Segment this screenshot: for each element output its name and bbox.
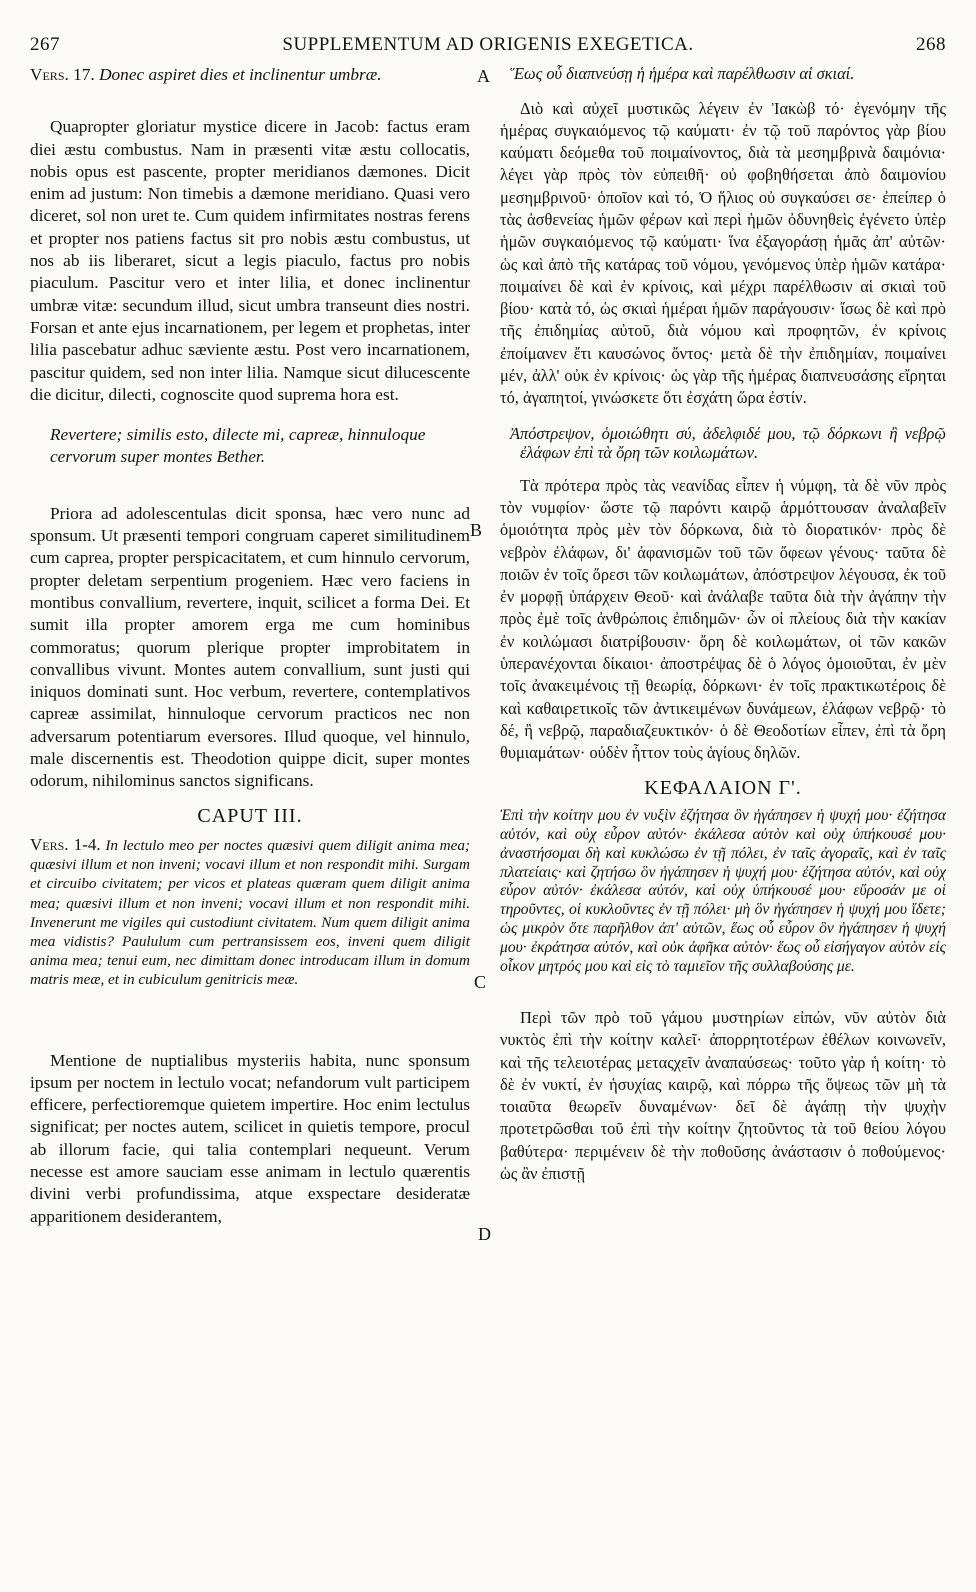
verse-label: Vers. 1-4. (30, 834, 101, 854)
page-header (30, 34, 946, 60)
greek-verse-17: Ἕως οὗ διαπνεύσῃ ἡ ἡμέρα καὶ παρέλθωσιν αἱ σκιαί. (510, 64, 855, 83)
greek-apostrephon: Ἀπόστρεψον, ὁμοιώθητι σύ, ἀδελφιδέ μου, τῷ δόρκωνι ἢ νεβρῷ ἐλάφων ἐπὶ τὰ ὄρη τῶν κοιλωμάτων. (510, 423, 946, 463)
latin-paragraph-2: Priora ad adolescentulas dicit sponsa, hæc vero nunc ad sponsum. Ut præsenti tempori congruam caperet similitudinem cum caprea, propter perspicacitatem, et cum hinnulo cervorum, propter deletam serpentium progeniem. Hæc vero faciens in montibus convallium, revertere, inquit, scilicet a forma Dei. Et sumit illa propter amorem erga me cum hominibus commoratus; quorum plerique propter improbitatem in convallibus vivunt. Montes autem convallium, sunt justi qui iniquos dominati sunt. Hoc verbum, revertere, contemplativos capreæ assimilat, hinnuloque cervorum practicos nec non adversarum potentiarum eversores. Illud quoque, vel hinnulo, male discernentis est. Theodotion quippe dicit, super montes odorum, nihilominus sanctos significans. (30, 503, 470, 791)
latin-verse-1-4 (30, 835, 470, 990)
latin-column (30, 64, 470, 1228)
section-marker-a: A (477, 66, 490, 86)
page-number-right: 268 (916, 34, 946, 55)
latin-verse-17 (30, 64, 470, 86)
greek-paragraph-3: Περὶ τῶν πρὸ τοῦ γάμου μυστηρίων εἰπών, νῦν αὐτὸν διὰ νυκτὸς ἐπὶ τὴν κοίτην καλεῖ· ἀπορρητοτέρων ἐθέλων κοινωνεῖν, καὶ τῆς τελειοτέρας μεταςχεῖν ἀναπαύσεως· τοῦτο γὰρ ἡ κοίτη· τὸ δὲ ἐν νυκτί, ἐν ἡσυχίας καιρῷ, καὶ πόρρω τῆς ὄψεως τῶν μὴ τὰ τοιαῦτα θεωρεῖν δυναμένων· δεῖ δὲ ἀγάπῃ τὴν ψυχὴν προτετρῶσθαι τοῦ ἐπὶ τὴν κοίτην ζητοῦντος τὰ τοῦ θείου λόγου βαθύτερα· περιμένειν δὲ τὴν ποθοῦσης ἀνάστασιν ὁ ποθούμενος· ὡς ἂν ἐπιστῇ (500, 1007, 946, 1184)
section-marker-d: D (478, 1224, 491, 1244)
latin-revertere: Revertere; similis esto, dilecte mi, capreæ, hinnuloque cervorum super montes Bether. (50, 425, 426, 467)
greek-paragraph-2: Τὰ πρότερα πρὸς τὰς νεανίδας εἶπεν ἡ νύμφη, τὰ δὲ νῦν πρὸς τὸν νυμφίον· ὥστε τῷ παρόντι καιρῷ ἁρμόττουσαν ἀναλαβεῖν ὁμοιότητα πρὸς μὲν τὸν δόρκωνα, διὰ τὸ διορατικόν· πρὸς δὲ νεβρὸν ἐλάφων, δι' ἀφανισμῶν τοῦ τῶν ὄφεων γένους· ταῦτα δὲ ποιῶν ἐν τοῖς ὄρεσι τῶν κοιλωμάτων, ἀπόστρεψον λέγουσα, ἐκ τοῦ ἐν μορφῇ ὑπάρχειν Θεοῦ· καὶ ἀνάλαβε ταῦτα διὰ τὴν ἀγάπην τὴν πρὸς ἐμὲ τοῖς ἀνθρώποις ἐπιδημῶν· ὧν οἱ πλείους διὰ τὴν κακίαν ἐν κοιλώμασι διατρίβουσιν· ὄρη δὲ κοιλωμάτων, οἱ τῶν κακῶν ὑπερανέχονται δίκαιοι· ἀποστρέψας δὲ ὁ λόγος ὁμοιοῦται, ἐν μὲν τοῖς ἀνακειμένοις τῇ θεωρίᾳ, δόρκωνι· ἐν τοῖς πρακτικωτέροις δὲ καὶ καθαιρετικοῖς τῶν ἀντικειμένων δυνάμεων, ἐλάφων νεβρῷ· τὸ δέ, ἢ νεβρῷ, παραδιαζευκτικόν· ὁ δὲ Θεοδοτίων εἶπεν, ἐπὶ τὰ ὄρη θυμιαμάτων· οὐδὲν ἧττον τοὺς ἁγίους δηλῶν. (500, 475, 946, 763)
section-marker-b: B (470, 520, 483, 540)
section-marker-c: C (474, 972, 487, 992)
running-title: SUPPLEMENTUM AD ORIGENIS EXEGETICA. (282, 34, 694, 55)
greek-verse-1-4: Ἐπὶ τὴν κοίτην μου ἐν νυξὶν ἐζήτησα ὃν ἠγάπησεν ἡ ψυχή μου· ἐζήτησα αὐτόν, καὶ οὐχ εὗρον αὐτόν· ἐκάλεσα αὐτὸν καὶ οὐχ ὑπήκουσέ μου· ἀναστήσομαι δὴ καὶ κυκλώσω ἐν τῇ πόλει, ἐν ταῖς ἀγοραῖς, καὶ ἐν ταῖς πλατείαις· καὶ ζητήσω ὃν ἠγάπησεν ἡ ψυχή μου· ἐζήτησα αὐτόν, καὶ οὐχ εὗρον αὐτόν· ἐκάλεσα αὐτόν, καὶ οὐχ ὑπήκουσέ μου· εὕροσάν με οἱ τηροῦντες, οἱ κυκλοῦντες ἐν τῇ πόλει· μὴ ὃν ἠγάπησεν ἡ ψυχή μου ἴδετε; ὡς μικρὸν ὅτε παρῆλθον ἀπ' αὐτῶν, ἕως οὗ εὗρον ὃν ἠγάπησεν ἡ ψυχή μου· ἐκράτησα αὐτόν, καὶ οὐκ ἀφῆκα αὐτὸν· ἕως οὗ εἰσήγαγον αὐτὸν εἰς οἶκον μητρός μου καὶ εἰς τὸ ταμιεῖον τῆς συλλαβούσης με. (500, 806, 946, 976)
greek-chapter-heading: ΚΕΦΑΛΑΙΟΝ Γ'. (644, 776, 802, 799)
latin-paragraph-3: Mentione de nuptialibus mysteriis habita, nunc sponsum ipsum per noctem in lectulo vocat; nefandorum vult participem efficere, perfectioremque quietem impertire. Hoc enim lectulus significat; per noctes autem, scilicet in quietis tempore, procul ab illorum facie, qui talia contemplari nequeunt. Verum necesse est amore sauciam esse animam in lectulo quærentis divini verbi profundissima, atque exspectare desideratæ apparitionem desiderantem, (30, 1050, 470, 1226)
latin-chapter-heading: CAPUT III. (197, 804, 303, 827)
latin-paragraph-1: Quapropter gloriatur mystice dicere in Jacob: factus eram diei æstu combustus. Nam in præsenti vitæ æstu collocatis, nobis opus est pascente, propter meridianos dæmones. Dicit enim ad justum: Non timebis a dæmone meridiano. Quasi vero diceret, sol non uret te. Cum quidem infirmitates nostras ferens et propter nos patiens factus sit pro nobis æstu combustus, ut nos ab iis liberaret, sicut a legis piaculo, factus pro nobis piaculum. Pascitur vero et inter lilia, et donec inclinentur umbræ vitæ: secundum illud, sicut umbra transeunt dies nostri. Forsan et ante ejus incarnationem, per legem et prophetas, inter lilia pascebatur adhuc sæviente æstu. Post vero incarnationem, pascitur quidem, sed non inter lilia. Namque sicut dilucescente die dicitur, dilecti, cognoscite quod suprema hora est. (30, 117, 470, 404)
verse-text: Donec aspiret dies et inclinentur umbræ. (99, 65, 382, 84)
greek-paragraph-1: Διὸ καὶ αὐχεῖ μυστικῶς λέγειν ἐν Ἰακὼβ τό· ἐγενόμην τῆς ἡμέρας συγκαιόμενος τῷ καύματι· ἐν τῷ τοῦ παρόντος γὰρ βίου καύματι δεόμεθα τοῦ ποιμαίνοντος, διὰ τὰ μεσημβρινὰ δαιμόνια· λέγει γὰρ πρὸς τὸν εὐπειθῆ· οὐ φοβηθήσεται ἀπὸ δαιμονίου μεσημβρινοῦ· ὁποῖον καὶ τό, Ὁ ἥλιος οὐ συγκαύσει σε· ἐπείπερ ὁ τὰς ἀσθενείας ἡμῶν φέρων καὶ περὶ ἡμῶν ὀδυνηθεὶς ἐγένετο ὑπὲρ ἡμῶν συγκαιόμενος τῷ καύματι· ἵνα ἐξαγοράσῃ ἡμᾶς ἀπ' αὐτῶν· ὡς καὶ ἀπὸ τῆς κατάρας τοῦ νόμου, γενόμενος ὑπὲρ ἡμῶν κατάρα· ποιμαίνει δὲ καὶ ἐν κρίνοις, καὶ μέχρι παρέλθωσιν αἱ σκιαὶ τοῦ βίου· κατὰ τό, ὡς σκιαὶ ἡμέραι ἡμῶν παράγουσιν· ἴσως δὲ καὶ πρὸ τῆς ἐπιδημίας αὐτοῦ, διὰ νόμου καὶ προφητῶν, ἐν κρίνοις ἐποίμανεν ἔτι καυσώνος ὄντος· μετὰ δὲ τὴν ἐπιδημίαν, ποιμαίνει μέν, ἀλλ' οὐκ ἐν κρίνοις· ὡς γὰρ τῆς ἡμέρας διαπνευσάσης εἴρηται τό, ἀγαπητοί, γινώσκετε ὅτι ἐσχάτη ὥρα ἐστίν. (500, 98, 946, 408)
verse-label: Vers. 17. (30, 65, 95, 84)
verse-text: In lectulo meo per noctes quæsivi quem diligit anima mea; quæsivi illum et non inveni; vocavi illum et non respondit mihi. Surgam et circuibo civitatem; per vicos et plateas quæram quem diligit anima mea; quæsivi illum et non inveni; vocavi illum et non respondit mihi. Invenerunt me vigiles qui custodiunt civitatem. Num quem diligit anima mea vidistis? Paululum cum pertransissem eos, inveni quem diligit anima mea; tenui eum, nec dimittam donec introducam illum in domum matris meæ, et in cubiculum genitricis meæ. (30, 836, 471, 989)
greek-column (500, 64, 946, 1185)
page-number-left: 267 (30, 34, 60, 55)
